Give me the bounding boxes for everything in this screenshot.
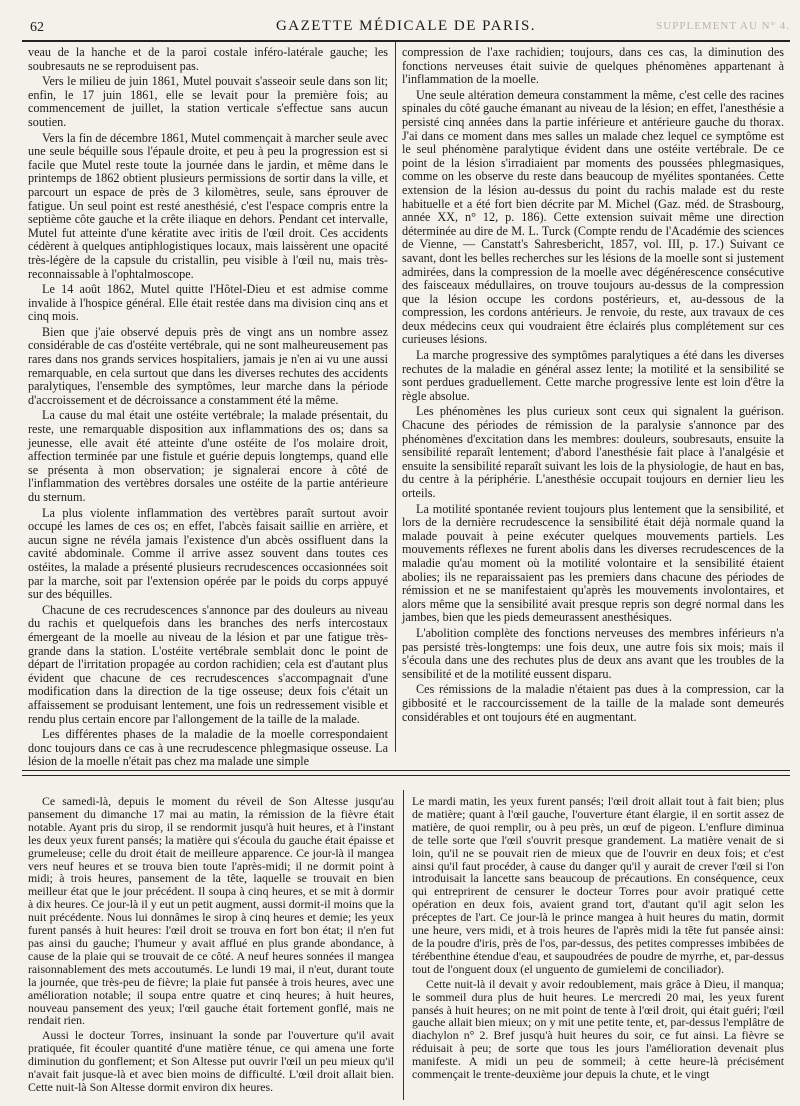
bleed-through-text: SUPPLEMENT AU N° 4.	[656, 20, 790, 32]
paragraph: Le 14 août 1862, Mutel quitte l'Hôtel-Dieu et est admise comme invalide à l'hospice général. Elle était restée dans ma division cinq ans et cinq mois.	[28, 282, 388, 324]
section-divider	[22, 770, 790, 776]
page-number: 62	[30, 20, 44, 35]
column-divider	[403, 790, 404, 1100]
feuilleton-right-column	[412, 795, 784, 1095]
paragraph: La cause du mal était une ostéite vertébrale; la malade présentait, du reste, une remarquable disposition aux inflammations des os; dans sa jeunesse, elle avait été atteinte d'une ostéite de l'os molaire droit, affection terminée par une fistule et guérie depuis longtemps, quand elle se présenta à mon observation; je signalerai encore à côté de l'inflammation des vertèbres dorsales une ostéite de la partie antérieure du sternum.	[28, 408, 388, 504]
feuilleton-left-column	[28, 795, 394, 1095]
paragraph: Les différentes phases de la maladie de la moelle correspondaient donc toujours dans ce cas à une recrudescence phlegmasique osseuse. La lésion de la moelle n'était pas chez ma malade une simple	[28, 727, 388, 769]
paragraph: Aussi le docteur Torres, insinuant la sonde par l'ouverture qu'il avait pratiquée, fit écouler quantité d'une matière ténue, ce qui amena une forte diminution du gonflement; et Son Altesse put ouvrir l'œil un peu mieux qu'il n'avait fait jusque-là et avec bien moins de difficulté. L'œil droit allait bien. Cette nuit-là Son Altesse dormit environ dix heures.	[28, 1028, 394, 1094]
paragraph: Une seule altération demeura constamment la même, c'est celle des racines spinales du côté gauche émanant au niveau de la lésion; en effet, l'anesthésie a persisté cinq années dans la partie inférieure et antérieure gauche du thorax. J'ai dans ce moment dans mes salles un malade chez lequel ce symptôme est le seul phénomène paralytique évident dans une ostéite vertébrale. De ce point de la lésion s'irradiaient par moments des poussées phlegmasiques, comme on les observe du reste dans beaucoup de myélites spontanées. Cette extension de la lésion au-dessus du point du rachis malade est du reste habituelle et a été fort bien décrite par M. Michel (Gaz. méd. de Strasbourg, année XX, n° 12, p. 186). Cette extension suivait même une direction déterminée au dire de M. L. Turck (Compte rendu de l'Académie des sciences de Vienne, — Canstatt's Sahresbericht, 1857, vol. III, p. 17.) Suivant ce savant, dont les belles recherches sur les lésions de la moelle sont si justement admirées, dans la compression de la moelle avec dégénérescence consécutive des faisceaux médullaires, on trouve toujours au-dessus de la compression que la lésion occupe les cordons postérieurs, et, au-dessous de la compression, les cordons antérieurs. Je renvoie, du reste, aux travaux de ces deux médecins ceux qui voudraient être éclairés plus complétement sur ces curieuses lésions.	[402, 87, 784, 347]
top-right-column	[402, 46, 784, 752]
column-divider	[395, 42, 396, 752]
paragraph: Ce samedi-là, depuis le moment du réveil de Son Altesse jusqu'au pansement du dimanche 17 mai au matin, la rémission de la fièvre était notable. Ayant pris du sirop, il se rendormit jusqu'à huit heures, et à l'instant les deux yeux furent pansés; la matière qui s'écoula du gauche était épaisse et grumeleuse; celle du droit était de meilleure apparence. Ce jour-là il mangea vers neuf heures et se trouva bien toute l'après-midi; il ne dormit point à midi; à trois heures, pansement de la tête, laquelle se trouvait en bien meilleur état que le jour précédent. Il soupa à cinq heures, et se mit à dormir à dix heures. Ce jour-là il y eut un petit augment, aussi dormit-il moins que la nuit précédente. Nous lui donnâmes le sirop à cinq heures et demie; les yeux furent pansés à huit heures: l'œil droit se trouva en fort bon état; il n'en fut pas ainsi du gauche; l'humeur y avait afflué en plus grande abondance, à cause de la plaie qui se trouvait de ce côté. A neuf heures sonnées il mangea raisonnablement des mets accoutumés. Le lundi 19 mai, il n'eut, durant toute la journée, que très-peu de fièvre; la plaie fut pansée à trois heures, avec une amélioration notable; il soupa entre quatre et cinq heures; à huit heures, nouveau pansement des yeux; l'œil gauche était fortement gonflé, mais ne rendait rien.	[28, 794, 394, 1028]
running-title: GAZETTE MÉDICALE DE PARIS.	[275, 18, 537, 34]
paragraph: L'abolition complète des fonctions nerveuses des membres inférieurs n'a pas persisté très-longtemps: une fois deux, une autre fois six mois; mais il s'écoula dans une des rechutes plus de deux ans avant que les troubles de la sensibilité et de la motilité eussent disparu.	[402, 625, 784, 681]
paragraph: compression de l'axe rachidien; toujours, dans ces cas, la diminution des fonctions nerveuses était suivie de quelques phénomènes appartenant à l'inflammation de la moelle.	[402, 45, 784, 87]
paragraph: Les phénomènes les plus curieux sont ceux qui signalent la guérison. Chacune des périodes de rémission de la paralysie s'annonce par des phénomènes d'excitation dans les membres: douleurs, soubresauts, ensuite la sensibilité reparaît lentement; d'abord l'anesthésie fait place à l'analgésie et ensuite la sensibilité reparaît suivant les lois de la physiologie, de haut en bas, du centre à la périphérie. L'anesthésie occupait toujours en dernier lieu les orteils.	[402, 404, 784, 500]
header-rule	[22, 40, 790, 42]
paragraph: Cette nuit-là il devait y avoir redoublement, mais grâce à Dieu, il manqua; le sommeil dura plus de huit heures. Le mercredi 20 mai, les yeux furent pansés à huit heures; on ne mit point de tente à l'œil droit, qui était guéri; l'œil gauche allait bien mieux; on y mit une petite tente, et, par-dessus l'emplâtre de diachylon n° 2. Bref jusqu'à huit heures du soir, ce fut ainsi. La fièvre se réduisait à peu; de sorte que tous les jours l'amélioration devenait plus manifeste. A midi un peu de sommeil; à cette heure-là précisément commençait le trente-deuxième jour depuis la chute, et le vingt	[412, 976, 784, 1082]
paragraph: La motilité spontanée revient toujours plus lentement que la sensibilité, et lors de la dernière recrudescence la sensibilité était déjà normale quand la malade pouvait à peine exécuter quelques mouvements partiels. Les mouvements réflexes ne furent abolis dans les diverses recrudescences de la maladie qu'au moment où la motilité volontaire et la sensibilité étaient abolies; ils ne reparaissaient pas les premiers dans chacune des périodes de rémission et ne se manifestaient qu'après les mouvements involontaires, et alors même que la sensibilité avait presque repris son degré normal dans les jambes, bien que les pieds demeurassent anesthésiques.	[402, 501, 784, 625]
paragraph: La plus violente inflammation des vertèbres paraît surtout avoir occupé les lames de ces os; en effet, l'abcès faisait saillie en arrière, et aucun signe ne révéla jamais l'existence d'un abcès ossifluent dans la cavité abdominale. Comme il arrive assez souvent dans toutes ces ostéites, la malade a présenté plusieurs recrudescences occasionnées soit par la marche, soit par l'extension opérée par le poids du corps appuyé sur des béquilles.	[28, 505, 388, 602]
paragraph: Vers le milieu de juin 1861, Mutel pouvait s'asseoir seule dans son lit; enfin, le 17 juin 1861, elle se levait pour la première fois; au commencement de juillet, la station verticale s'effectue sans aucun soutien.	[28, 74, 388, 129]
paragraph: Le mardi matin, les yeux furent pansés; l'œil droit allait tout à fait bien; plus de matière; quant à l'œil gauche, l'ouverture étant élargie, il en sortit assez de matière, de quoi remplir, ou à peu près, un œuf de pigeon. L'enflure diminua de telle sorte que l'œil s'ouvrit presque grandement. La matière venait de si loin, qu'il ne se pouvait rien de mieux que de l'ouvrir en deux fois; et c'est ainsi qu'il faut procéder, à cause du danger qu'il y aurait de crever l'œil si l'on introduisait la lancette sans beaucoup de précautions. En conséquence, ceux qui entreprirent de censurer le docteur Torres pour avoir pratiqué cette opération en deux fois, avaient grand tort, d'autant qu'il agit selon les préceptes de l'art. Ce jour-là le prince mangea à huit heures du matin, dormit une heure, vers midi, et à trois heures de l'après midi la tête fut pansée ainsi: de la poudre d'iris, près de l'os, par-dessus, des petites compresses imbibées de térébenthine étendue d'eau, et saupoudrées de poudre de myrrhe, et, par-dessus tout de l'onguent doux (el unguento de gumielemi de conciliador).	[412, 794, 784, 976]
paragraph: La marche progressive des symptômes paralytiques a été dans les diverses rechutes de la maladie en général assez lente; la motilité et la sensibilité se sont perdues graduellement. Cette marche progressive lente est loin d'être la règle absolue.	[402, 348, 784, 403]
paragraph: Bien que j'aie observé depuis près de vingt ans un nombre assez considérable de cas d'ostéite vertébrale, qui ne sont malheureusement pas rares dans nos grands services hospitaliers, jamais je n'en ai vu une aussi remarquable, en cela surtout que dans les diverses rechutes des accidents paralytiques, l'ensemble des symptômes, leur marche dans la période d'accroissement et de décroissance a constamment été la même.	[28, 324, 388, 407]
paragraph: Ces rémissions de la maladie n'étaient pas dues à la compression, car la gibbosité et le raccourcissement de la taille de la malade sont demeurés considérables et ont toujours été en augmentant.	[402, 682, 784, 724]
top-left-column	[28, 45, 388, 769]
page-header	[22, 14, 790, 36]
paragraph: Chacune de ces recrudescences s'annonce par des douleurs au niveau du rachis et quelquefois dans les branches des nerfs intercostaux émergeant de la moelle au niveau de la lésion et par une fatigue très-grande dans la station. L'ostéite vertébrale semblait donc le point de départ de l'irritation propagée au cordon rachidien; cela est d'autant plus évident que chacune de ces recrudescences s'accompagnait d'une modification dans la direction de la tige osseuse; deux fois c'était un affaissement se produisant lentement, une fois un redressement visible et rendu plus certain encore par l'allongement de la taille de la malade.	[28, 602, 388, 726]
paragraph: Vers la fin de décembre 1861, Mutel commençait à marcher seule avec une seule béquille sous l'épaule droite, et peu à peu la progression est si facile que Mutel reste toute la journée dans le jardin, et même dans le printemps de 1862 obtient plusieurs permissions de sortir dans la ville, et parcourt un espace de près de 3 kilomètres, seule, sans éprouver de fatigue. Un seul point est resté anesthésié, c'est l'espace compris entre la septième côte gauche et la crête iliaque en dehors. Pendant cet intervalle, Mutel fut atteinte d'une kératite avec iritis de l'œil droit. Ces accidents cédèrent à quelques antiphlogistiques locaux, mais laissèrent une opacité très-légère de la capsule du cristallin, peu visible à l'œil nu, mais très-reconnaissable à l'ophtalmoscope.	[28, 130, 388, 281]
paragraph: veau de la hanche et de la paroi costale inféro-latérale gauche; les soubresauts ne se reproduisent pas.	[28, 45, 388, 73]
